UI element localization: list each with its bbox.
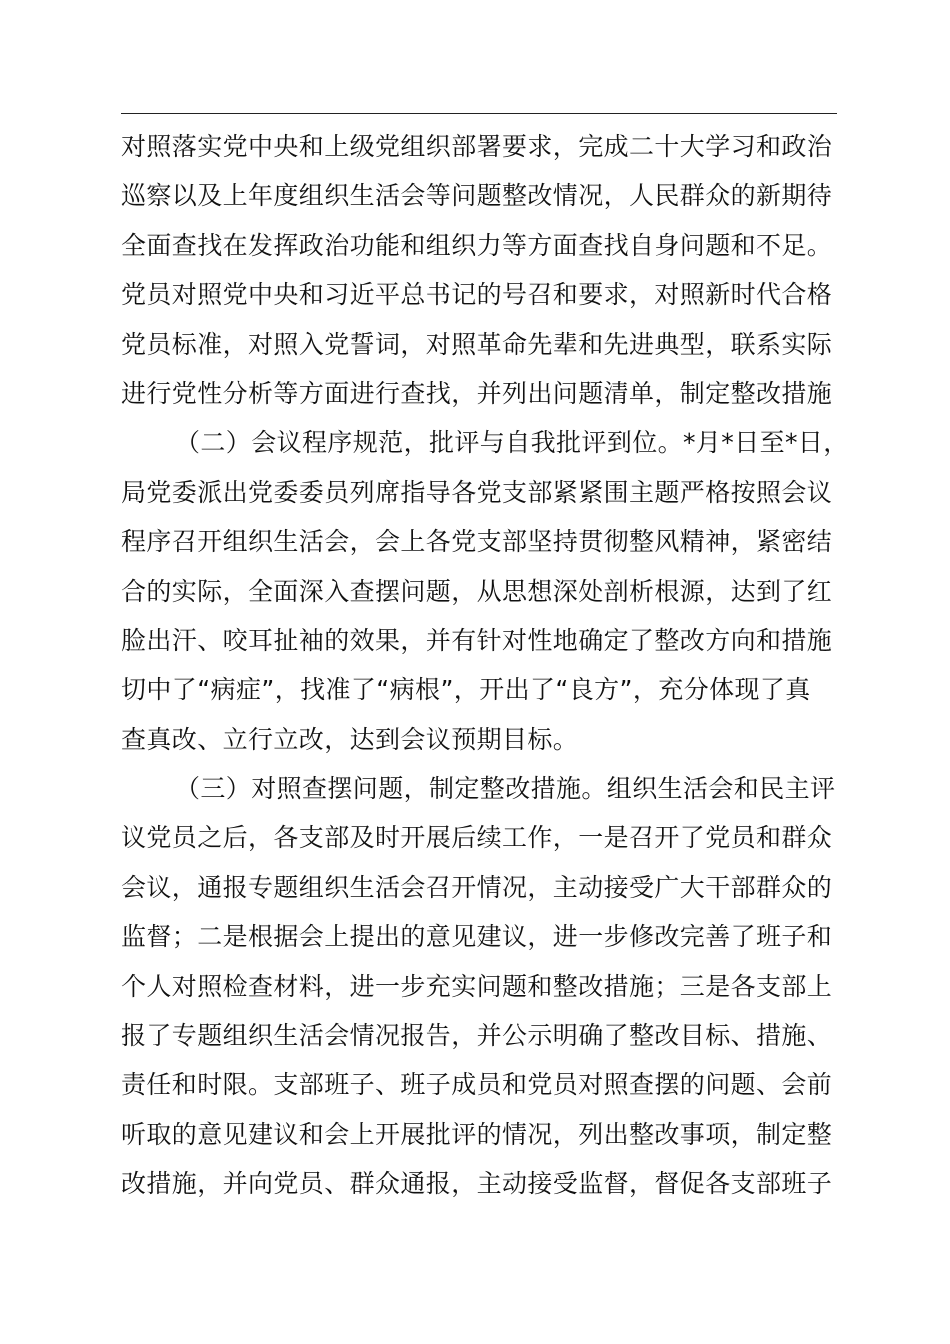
text-line: 听取的意见建议和会上开展批评的情况，列出整改事项，制定整: [121, 1119, 833, 1149]
text-line: 监督；二是根据会上提出的意见建议，进一步修改完善了班子和: [121, 922, 833, 952]
text-line: 个人对照检查材料，进一步充实问题和整改措施；三是各支部上: [121, 971, 833, 1001]
text-line: 程序召开组织生活会，会上各党支部坚持贯彻整风精神，紧密结: [121, 527, 833, 557]
text-line: 议党员之后，各支部及时开展后续工作，一是召开了党员和群众: [121, 823, 833, 853]
text-line: 查真改、立行立改，达到会议预期目标。: [121, 724, 579, 754]
text-line: 责任和时限。支部班子、班子成员和党员对照查摆的问题、会前: [121, 1070, 833, 1100]
text-line: 全面查找在发挥政治功能和组织力等方面查找自身问题和不足。: [121, 230, 833, 260]
text-line: 党员对照党中央和习近平总书记的号召和要求，对照新时代合格: [121, 280, 833, 310]
text-line: 会议，通报专题组织生活会召开情况，主动接受广大干部群众的: [121, 872, 833, 902]
header-rule: [121, 113, 837, 114]
text-line: 局党委派出党委委员列席指导各党支部紧紧围主题严格按照会议: [121, 477, 833, 507]
text-line: 报了专题组织生活会情况报告，并公示明确了整改目标、措施、: [121, 1021, 833, 1051]
section-heading-line: （二）会议程序规范，批评与自我批评到位。*月*日至*日，: [175, 428, 849, 458]
section-heading-line: （三）对照查摆问题，制定整改措施。组织生活会和民主评: [175, 774, 836, 804]
text-line: 切中了“病症”，找准了“病根”，开出了“良方”，充分体现了真: [121, 675, 811, 705]
text-line: 进行党性分析等方面进行查找，并列出问题清单，制定整改措施: [121, 378, 833, 408]
text-line: 巡察以及上年度组织生活会等问题整改情况，人民群众的新期待: [121, 181, 833, 211]
text-line: 脸出汗、咬耳扯袖的效果，并有针对性地确定了整改方向和措施: [121, 625, 833, 655]
body-text: [121, 122, 861, 1209]
text-line: 对照落实党中央和上级党组织部署要求，完成二十大学习和政治: [121, 132, 833, 161]
text-line: 合的实际，全面深入查摆问题，从思想深处剖析根源，达到了红: [121, 576, 833, 606]
text-line: 改措施，并向党员、群众通报，主动接受监督，督促各支部班子: [121, 1169, 833, 1199]
text-line: 党员标准，对照入党誓词，对照革命先辈和先进典型，联系实际: [121, 329, 833, 359]
